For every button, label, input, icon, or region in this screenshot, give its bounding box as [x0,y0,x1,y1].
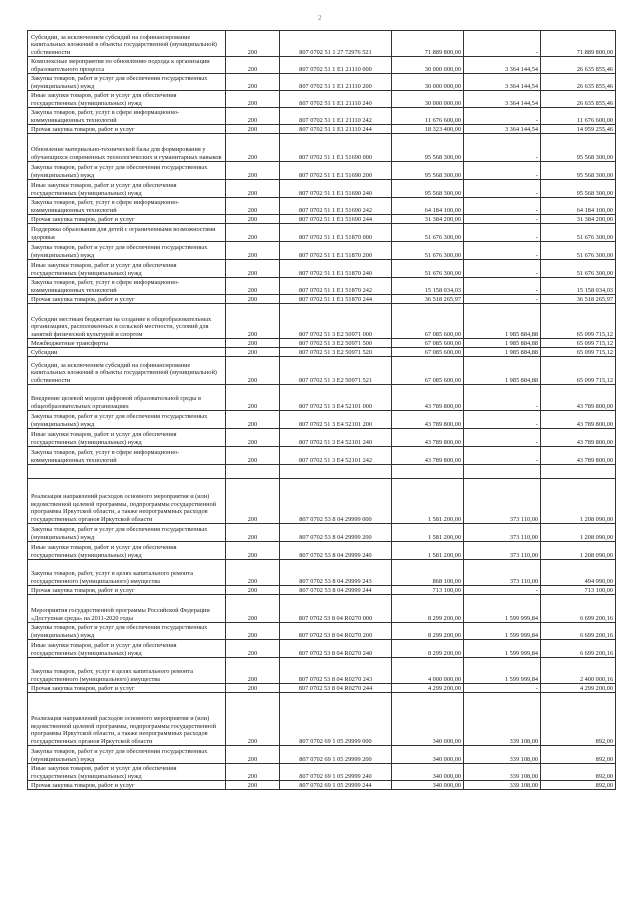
approved-amount-cell: 868 100,00 [392,560,464,586]
unexecuted-amount-cell: 1 208 090,00 [541,479,616,524]
executed-amount-cell: - [464,278,541,295]
line-code-cell: 200 [226,560,280,586]
table-row [28,31,616,57]
unexecuted-amount-cell: 36 518 265,97 [541,295,616,304]
line-code-cell: 200 [226,684,280,693]
executed-amount-cell: 1 599 999,84 [464,658,541,684]
approved-amount-cell: 8 299 200,00 [392,640,464,658]
table-row [28,465,616,479]
unexecuted-amount-cell: 26 635 855,46 [541,57,616,74]
table-row [28,348,616,357]
expense-name-cell: Прочая закупка товаров, работ и услуг [28,781,226,790]
table-row [28,278,616,295]
table-row [28,125,616,134]
classification-code-cell [280,465,392,479]
line-code-cell: 200 [226,278,280,295]
line-code-cell: 200 [226,411,280,429]
table-row [28,57,616,74]
unexecuted-amount-cell: 51 676 300,00 [541,260,616,278]
approved-amount-cell: 95 568 300,00 [392,162,464,180]
unexecuted-amount-cell: 26 635 855,46 [541,74,616,91]
expense-name-cell: Прочая закупка товаров, работ и услуг [28,215,226,224]
table-row [28,304,616,339]
executed-amount-cell: 1 599 999,84 [464,623,541,640]
expense-name-cell: Иные закупки товаров, работ и услуг для обеспечения государственных (муниципальных) нужд [28,180,226,198]
expense-name-cell: Прочая закупка товаров, работ и услуг [28,295,226,304]
executed-amount-cell: 339 108,00 [464,764,541,781]
unexecuted-amount-cell: 892,00 [541,781,616,790]
line-code-cell: 200 [226,385,280,411]
expense-name-cell: Закупка товаров, работ, услуг в сфере информационно-коммуникационных технологий [28,447,226,465]
expense-name-cell [28,465,226,479]
table-row [28,108,616,125]
expense-name-cell: Закупка товаров, работ и услуг для обеспечения государственных (муниципальных) нужд [28,162,226,180]
approved-amount-cell: 95 568 300,00 [392,134,464,162]
approved-amount-cell: 15 158 034,03 [392,278,464,295]
expense-name-cell: Иные закупки товаров, работ и услуг для обеспечения государственных (муниципальных) нужд [28,91,226,108]
approved-amount-cell: 95 568 300,00 [392,180,464,198]
approved-amount-cell: 340 000,00 [392,746,464,764]
table-row [28,339,616,348]
executed-amount-cell: 1 599 999,84 [464,640,541,658]
classification-code-cell: 807 0702 53 8 04 29999 000 [280,479,392,524]
line-code-cell: 200 [226,180,280,198]
approved-amount-cell: 1 581 200,00 [392,524,464,542]
executed-amount-cell: 1 985 884,88 [464,339,541,348]
expense-name-cell: Иные закупки товаров, работ и услуг для обеспечения государственных (муниципальных) нужд [28,764,226,781]
executed-amount-cell: - [464,242,541,260]
expense-name-cell: Субсидии местным бюджетам на создание в общеобразовательных организациях, расположенных в сельской местности, условий для занятий физической культурой и спортом [28,304,226,339]
classification-code-cell: 807 0702 51 1 27 72976 521 [280,31,392,57]
table-body [28,31,616,790]
unexecuted-amount-cell: 95 568 300,00 [541,162,616,180]
unexecuted-amount-cell: 892,00 [541,693,616,746]
expense-name-cell: Мероприятия государственной программы Российской Федерации «Доступная среда» на 2011-2020 годы [28,595,226,623]
budget-execution-table-page [27,30,615,790]
executed-amount-cell: 373 110,00 [464,560,541,586]
classification-code-cell: 807 0702 51 1 E1 51690 244 [280,215,392,224]
approved-amount-cell: 4 299 200,00 [392,684,464,693]
approved-amount-cell: 1 581 200,00 [392,542,464,560]
classification-code-cell: 807 0702 51 1 E1 51690 242 [280,198,392,215]
line-code-cell: 200 [226,524,280,542]
line-code-cell: 200 [226,764,280,781]
line-code-cell: 200 [226,429,280,447]
executed-amount-cell: - [464,447,541,465]
unexecuted-amount-cell: 2 400 000,16 [541,658,616,684]
executed-amount-cell: - [464,586,541,595]
executed-amount-cell: - [464,295,541,304]
line-code-cell: 200 [226,658,280,684]
executed-amount-cell: 373 110,00 [464,479,541,524]
line-code-cell: 200 [226,295,280,304]
unexecuted-amount-cell: 11 676 600,00 [541,108,616,125]
unexecuted-amount-cell: 65 099 715,12 [541,339,616,348]
classification-code-cell: 807 0702 51 1 E1 21110 244 [280,125,392,134]
executed-amount-cell: 339 108,00 [464,693,541,746]
executed-amount-cell: 3 364 144,54 [464,74,541,91]
executed-amount-cell: - [464,198,541,215]
table-row [28,224,616,242]
approved-amount-cell: 36 518 265,97 [392,295,464,304]
approved-amount-cell: 340 000,00 [392,693,464,746]
executed-amount-cell [464,465,541,479]
executed-amount-cell: 3 364 144,54 [464,57,541,74]
unexecuted-amount-cell: 71 889 800,00 [541,31,616,57]
executed-amount-cell: - [464,108,541,125]
classification-code-cell: 807 0702 53 8 04 29999 244 [280,586,392,595]
classification-code-cell: 807 0702 53 8 04 29999 243 [280,560,392,586]
line-code-cell: 200 [226,623,280,640]
table-row [28,764,616,781]
unexecuted-amount-cell: 65 099 715,12 [541,357,616,385]
approved-amount-cell: 340 000,00 [392,781,464,790]
expense-name-cell: Закупка товаров, работ и услуг для обеспечения государственных (муниципальных) нужд [28,74,226,91]
unexecuted-amount-cell: 14 959 255,46 [541,125,616,134]
table-row [28,260,616,278]
table-row [28,560,616,586]
table-row [28,684,616,693]
executed-amount-cell: - [464,260,541,278]
line-code-cell: 200 [226,198,280,215]
unexecuted-amount-cell: 15 158 034,03 [541,278,616,295]
table-row [28,595,616,623]
table-row [28,640,616,658]
unexecuted-amount-cell: 892,00 [541,764,616,781]
approved-amount-cell: 67 085 600,00 [392,304,464,339]
approved-amount-cell: 51 676 300,00 [392,224,464,242]
approved-amount-cell: 67 085 600,00 [392,339,464,348]
classification-code-cell: 807 0702 51 1 E1 51690 000 [280,134,392,162]
unexecuted-amount-cell: 26 635 855,46 [541,91,616,108]
table-row [28,74,616,91]
expense-name-cell: Субсидии, за исключением субсидий на софинансирование капитальных вложений в объекты государственной (муниципальной) собственности [28,31,226,57]
expense-name-cell: Закупка товаров, работ и услуг для обеспечения государственных (муниципальных) нужд [28,746,226,764]
approved-amount-cell: 43 789 800,00 [392,411,464,429]
line-code-cell: 200 [226,162,280,180]
approved-amount-cell: 43 789 800,00 [392,429,464,447]
expense-name-cell: Реализация направлений расходов основного мероприятия и (или) ведомственной целевой программы, подпрограммы государственной программы Иркутской области, а также непрограммных расходов государственных органов Иркутской области [28,479,226,524]
classification-code-cell: 807 0702 51 3 E2 50971 521 [280,357,392,385]
approved-amount-cell: 31 384 200,00 [392,215,464,224]
classification-code-cell: 807 0702 51 1 E1 51870 240 [280,260,392,278]
classification-code-cell: 807 0702 51 3 E2 50971 500 [280,339,392,348]
table-row [28,693,616,746]
executed-amount-cell: - [464,134,541,162]
unexecuted-amount-cell: 1 208 090,00 [541,524,616,542]
line-code-cell: 200 [226,260,280,278]
line-code-cell: 200 [226,348,280,357]
line-code-cell: 200 [226,91,280,108]
expense-name-cell: Межбюджетные трансферты [28,339,226,348]
expense-name-cell: Иные закупки товаров, работ и услуг для обеспечения государственных (муниципальных) нужд [28,542,226,560]
table-row [28,357,616,385]
approved-amount-cell: 8 299 200,00 [392,623,464,640]
executed-amount-cell: - [464,180,541,198]
table-row [28,242,616,260]
classification-code-cell: 807 0702 51 3 E4 52101 000 [280,385,392,411]
unexecuted-amount-cell: 892,00 [541,746,616,764]
executed-amount-cell: - [464,162,541,180]
classification-code-cell: 807 0702 53 8 04 29999 200 [280,524,392,542]
expense-name-cell: Субсидии [28,348,226,357]
table-row [28,746,616,764]
approved-amount-cell: 51 676 300,00 [392,242,464,260]
unexecuted-amount-cell: 51 676 300,00 [541,242,616,260]
line-code-cell: 200 [226,134,280,162]
line-code-cell: 200 [226,31,280,57]
expense-name-cell: Закупка товаров, работ, услуг в сфере информационно-коммуникационных технологий [28,108,226,125]
table-row [28,586,616,595]
classification-code-cell: 807 0702 51 1 E1 51870 242 [280,278,392,295]
approved-amount-cell: 8 299 200,00 [392,595,464,623]
executed-amount-cell: 3 364 144,54 [464,91,541,108]
table-row [28,215,616,224]
expense-name-cell: Прочая закупка товаров, работ и услуг [28,125,226,134]
expense-name-cell: Закупка товаров, работ, услуг в целях капитального ремонта государственного (муниципального) имущества [28,658,226,684]
unexecuted-amount-cell: 64 184 100,00 [541,198,616,215]
approved-amount-cell: 43 789 800,00 [392,447,464,465]
executed-amount-cell: - [464,31,541,57]
line-code-cell: 200 [226,586,280,595]
approved-amount-cell: 340 000,00 [392,764,464,781]
executed-amount-cell: - [464,385,541,411]
executed-amount-cell: 373 110,00 [464,524,541,542]
classification-code-cell: 807 0702 53 8 04 R0270 200 [280,623,392,640]
classification-code-cell: 807 0702 53 8 04 R0270 240 [280,640,392,658]
approved-amount-cell: 67 085 600,00 [392,357,464,385]
classification-code-cell: 807 0702 51 3 E2 50971 000 [280,304,392,339]
table-row [28,162,616,180]
executed-amount-cell: 1 985 884,88 [464,304,541,339]
classification-code-cell: 807 0702 69 1 05 29999 240 [280,764,392,781]
table-row [28,658,616,684]
table-row [28,479,616,524]
expense-name-cell: Поддержка образования для детей с ограниченными возможностями здоровья [28,224,226,242]
line-code-cell: 200 [226,242,280,260]
expense-name-cell: Обновление материально-технической базы для формирования у обучающихся современных технологических и гуманитарных навыков [28,134,226,162]
approved-amount-cell: 11 676 600,00 [392,108,464,125]
executed-amount-cell: 1 985 884,88 [464,357,541,385]
unexecuted-amount-cell: 494 990,00 [541,560,616,586]
approved-amount-cell: 64 184 100,00 [392,198,464,215]
table-row [28,447,616,465]
line-code-cell: 200 [226,781,280,790]
line-code-cell: 200 [226,339,280,348]
line-code-cell [226,465,280,479]
classification-code-cell: 807 0702 51 1 E1 51870 244 [280,295,392,304]
classification-code-cell: 807 0702 69 1 05 29999 244 [280,781,392,790]
unexecuted-amount-cell [541,465,616,479]
executed-amount-cell: 339 108,00 [464,781,541,790]
line-code-cell: 200 [226,357,280,385]
expense-name-cell: Закупка товаров, работ и услуг для обеспечения государственных (муниципальных) нужд [28,242,226,260]
page-number: 2 [318,14,322,22]
executed-amount-cell: - [464,224,541,242]
unexecuted-amount-cell: 6 699 200,16 [541,640,616,658]
classification-code-cell: 807 0702 51 3 E4 52101 242 [280,447,392,465]
approved-amount-cell: 713 100,00 [392,586,464,595]
unexecuted-amount-cell: 43 789 800,00 [541,385,616,411]
unexecuted-amount-cell: 1 208 090,00 [541,542,616,560]
expense-name-cell: Прочая закупка товаров, работ и услуг [28,586,226,595]
classification-code-cell: 807 0702 51 1 E1 21110 240 [280,91,392,108]
classification-code-cell: 807 0702 51 1 E1 51870 200 [280,242,392,260]
classification-code-cell: 807 0702 69 1 05 29999 200 [280,746,392,764]
unexecuted-amount-cell: 6 699 200,16 [541,595,616,623]
unexecuted-amount-cell: 713 100,00 [541,586,616,595]
unexecuted-amount-cell: 51 676 300,00 [541,224,616,242]
approved-amount-cell: 51 676 300,00 [392,260,464,278]
expense-name-cell: Иные закупки товаров, работ и услуг для обеспечения государственных (муниципальных) нужд [28,640,226,658]
approved-amount-cell [392,465,464,479]
classification-code-cell: 807 0702 53 8 04 R0270 244 [280,684,392,693]
table-row [28,429,616,447]
classification-code-cell: 807 0702 51 1 E1 21110 242 [280,108,392,125]
classification-code-cell: 807 0702 51 3 E2 50971 520 [280,348,392,357]
line-code-cell: 200 [226,74,280,91]
unexecuted-amount-cell: 43 789 800,00 [541,411,616,429]
classification-code-cell: 807 0702 53 8 04 29999 240 [280,542,392,560]
expense-name-cell: Закупка товаров, работ и услуг для обеспечения государственных (муниципальных) нужд [28,524,226,542]
executed-amount-cell: - [464,215,541,224]
executed-amount-cell: 339 108,00 [464,746,541,764]
line-code-cell: 200 [226,108,280,125]
executed-amount-cell: 1 599 999,84 [464,595,541,623]
expense-name-cell: Субсидии, за исключением субсидий на софинансирование капитальных вложений в объекты государственной (муниципальной) собственности [28,357,226,385]
executed-amount-cell: 373 110,00 [464,542,541,560]
expense-name-cell: Иные закупки товаров, работ и услуг для обеспечения государственных (муниципальных) нужд [28,260,226,278]
approved-amount-cell: 1 581 200,00 [392,479,464,524]
line-code-cell: 200 [226,447,280,465]
line-code-cell: 200 [226,595,280,623]
executed-amount-cell: - [464,411,541,429]
expense-name-cell: Прочая закупка товаров, работ и услуг [28,684,226,693]
classification-code-cell: 807 0702 51 1 E1 21110 000 [280,57,392,74]
unexecuted-amount-cell: 31 384 200,00 [541,215,616,224]
line-code-cell: 200 [226,57,280,74]
table-row [28,411,616,429]
approved-amount-cell: 71 889 800,00 [392,31,464,57]
classification-code-cell: 807 0702 53 8 04 R0270 000 [280,595,392,623]
unexecuted-amount-cell: 6 699 200,16 [541,623,616,640]
executed-amount-cell: 3 364 144,54 [464,125,541,134]
table-row [28,385,616,411]
line-code-cell: 200 [226,125,280,134]
expense-name-cell: Закупка товаров, работ, услуг в сфере информационно-коммуникационных технологий [28,278,226,295]
table-row [28,623,616,640]
unexecuted-amount-cell: 95 568 300,00 [541,180,616,198]
table-row [28,91,616,108]
unexecuted-amount-cell: 95 568 300,00 [541,134,616,162]
expense-name-cell: Реализация направлений расходов основного мероприятия и (или) ведомственной целевой программы, подпрограммы государственной программы Иркутской области, а также непрограммных расходов государственных органов Иркутской области [28,693,226,746]
expense-name-cell: Закупка товаров, работ и услуг для обеспечения государственных (муниципальных) нужд [28,623,226,640]
approved-amount-cell: 30 000 000,00 [392,57,464,74]
table-row [28,781,616,790]
expense-name-cell: Внедрение целевой модели цифровой образовательной среды в общеобразовательных организациях [28,385,226,411]
approved-amount-cell: 4 000 000,00 [392,658,464,684]
classification-code-cell: 807 0702 51 1 E1 21110 200 [280,74,392,91]
approved-amount-cell: 30 000 000,00 [392,91,464,108]
line-code-cell: 200 [226,640,280,658]
executed-amount-cell: - [464,429,541,447]
table-row [28,542,616,560]
unexecuted-amount-cell: 43 789 800,00 [541,429,616,447]
approved-amount-cell: 67 085 600,00 [392,348,464,357]
line-code-cell: 200 [226,746,280,764]
table-row [28,134,616,162]
line-code-cell: 200 [226,693,280,746]
line-code-cell: 200 [226,215,280,224]
line-code-cell: 200 [226,542,280,560]
unexecuted-amount-cell: 43 789 800,00 [541,447,616,465]
approved-amount-cell: 18 323 400,00 [392,125,464,134]
unexecuted-amount-cell: 65 099 715,12 [541,348,616,357]
classification-code-cell: 807 0702 51 3 E4 52101 240 [280,429,392,447]
classification-code-cell: 807 0702 51 3 E4 52101 200 [280,411,392,429]
table-row [28,198,616,215]
budget-execution-table [27,30,616,790]
expense-name-cell: Комплексные мероприятия по обновлению подхода к организации образовательного процесса [28,57,226,74]
expense-name-cell: Закупка товаров, работ, услуг в сфере информационно-коммуникационных технологий [28,198,226,215]
table-row [28,180,616,198]
classification-code-cell: 807 0702 51 1 E1 51690 240 [280,180,392,198]
table-row [28,524,616,542]
line-code-cell: 200 [226,304,280,339]
classification-code-cell: 807 0702 53 8 04 R0270 243 [280,658,392,684]
classification-code-cell: 807 0702 51 1 E1 51690 200 [280,162,392,180]
unexecuted-amount-cell: 4 299 200,00 [541,684,616,693]
approved-amount-cell: 30 000 000,00 [392,74,464,91]
expense-name-cell: Закупка товаров, работ и услуг для обеспечения государственных (муниципальных) нужд [28,411,226,429]
executed-amount-cell: - [464,684,541,693]
table-row [28,295,616,304]
classification-code-cell: 807 0702 51 1 E1 51870 000 [280,224,392,242]
line-code-cell: 200 [226,224,280,242]
expense-name-cell: Закупка товаров, работ, услуг в целях капитального ремонта государственного (муниципального) имущества [28,560,226,586]
line-code-cell: 200 [226,479,280,524]
approved-amount-cell: 43 789 800,00 [392,385,464,411]
executed-amount-cell: 1 985 884,88 [464,348,541,357]
classification-code-cell: 807 0702 69 1 05 29999 000 [280,693,392,746]
unexecuted-amount-cell: 65 099 715,12 [541,304,616,339]
expense-name-cell: Иные закупки товаров, работ и услуг для обеспечения государственных (муниципальных) нужд [28,429,226,447]
